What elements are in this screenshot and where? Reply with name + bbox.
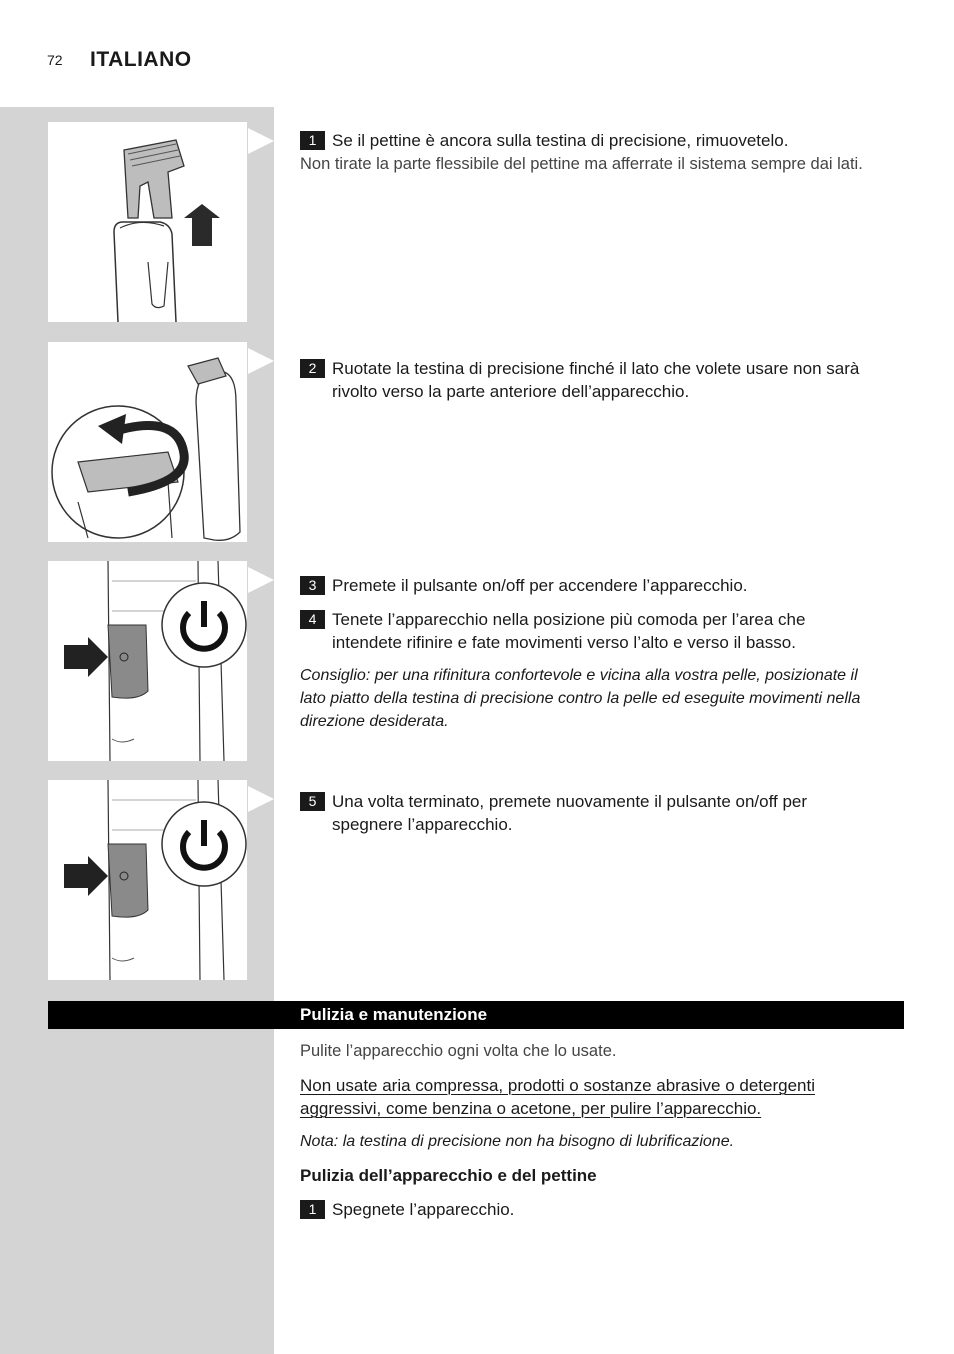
step-number: 1 [300, 1200, 325, 1219]
power-on-illustration [48, 561, 247, 761]
step-text: Premete il pulsante on/off per accendere l’apparecchio. [332, 576, 748, 595]
comb-removal-illustration [48, 122, 247, 322]
warning-text: Non usate aria compressa, prodotti o sostanze abrasive o detergenti aggressivi, come benzina o acetone, per pulire l’apparecchio. [300, 1076, 816, 1118]
power-off-illustration [48, 780, 247, 980]
subheading: Pulizia dell’apparecchio e del pettine [300, 1166, 597, 1185]
step-number: 1 [300, 131, 325, 150]
note-text: Nota: la testina di precisione non ha bisogno di lubrificazione. [300, 1133, 735, 1150]
step-1 [300, 129, 875, 152]
step-text: Se il pettine è ancora sulla testina di precisione, rimuovetelo. [332, 131, 789, 150]
step-text: Una volta terminato, premete nuovamente il pulsante on/off per spegnere l’apparecchio. [332, 792, 808, 834]
figure-pointer [248, 128, 274, 154]
step-number: 3 [300, 576, 325, 595]
section-intro: Pulite l’apparecchio ogni volta che lo usate. [300, 1042, 617, 1060]
step-text: Ruotate la testina di precisione finché il lato che volete usare non sarà rivolto verso la parte anteriore dell’apparecchio. [332, 359, 860, 401]
section-heading-bar [48, 1001, 904, 1029]
step-number: 5 [300, 792, 325, 811]
step-1-detail: Non tirate la parte flessibile del pettine ma afferrate il sistema sempre dai lati. [300, 155, 863, 173]
step-number: 4 [300, 610, 325, 629]
step-2 [300, 357, 875, 403]
tip-text: Consiglio: per una rifinitura confortevole e vicina alla vostra pelle, posizionate il lato piatto della testina di precisione contro la pelle ed eseguite movimenti nella direzione desiderata. [300, 667, 861, 730]
step-5 [300, 790, 875, 836]
page-number: 72 [47, 52, 63, 68]
section-title: Pulizia e manutenzione [300, 1005, 488, 1024]
step-text: Tenete l’apparecchio nella posizione più comoda per l’area che intendete rifinire e fate movimenti verso l’alto e verso il basso. [332, 610, 806, 652]
step-3 [300, 574, 875, 597]
head-rotation-illustration [48, 342, 247, 542]
page-language-title: ITALIANO [90, 48, 192, 71]
cleaning-step-1 [300, 1198, 875, 1221]
step-text: Spegnete l’apparecchio. [332, 1200, 515, 1219]
step-number: 2 [300, 359, 325, 378]
figure-pointer [248, 567, 274, 593]
step-4 [300, 608, 875, 654]
figure-pointer [248, 348, 274, 374]
figure-pointer [248, 786, 274, 812]
